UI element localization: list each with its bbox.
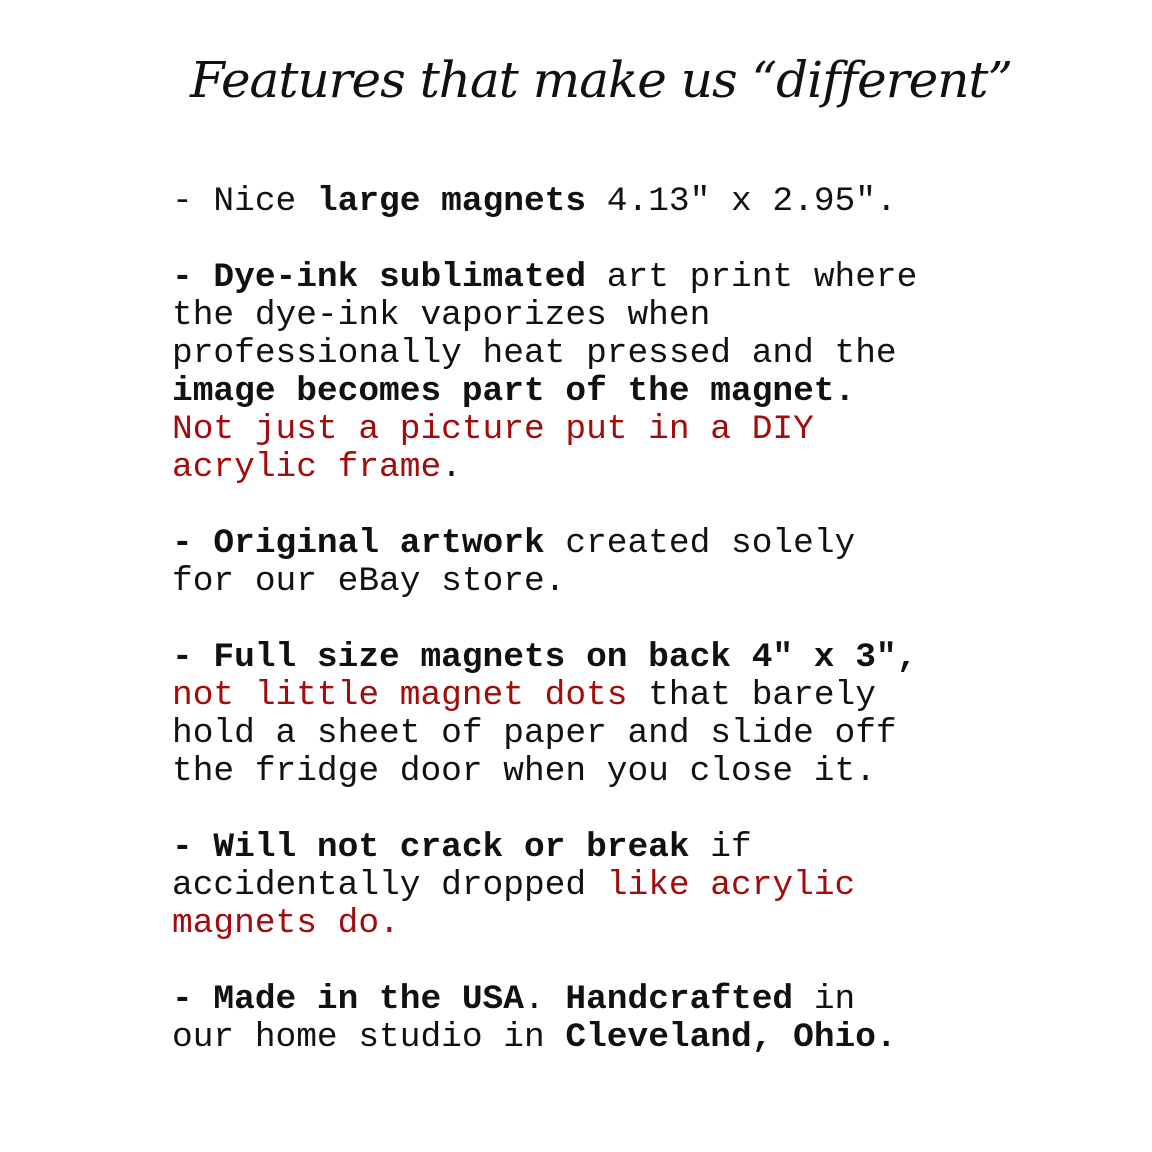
highlight-text: Handcrafted xyxy=(565,980,794,1019)
contrast-text: Not just a picture put in a DIY acrylic frame xyxy=(172,410,814,487)
feature-text: art print where the dye-ink vaporizes when professionally heat pressed and the xyxy=(172,258,918,373)
highlight-text: - Original artwork xyxy=(172,524,545,563)
feature-item-2 xyxy=(172,259,1072,487)
page-title: Features that make us “different” xyxy=(190,51,1013,109)
feature-list xyxy=(172,183,1072,1057)
feature-text: . xyxy=(441,448,462,487)
feature-item-1 xyxy=(172,183,1072,221)
highlight-text: Cleveland, Ohio. xyxy=(565,1018,897,1057)
feature-text: 4.13″ x 2.95″. xyxy=(586,182,897,221)
feature-item-3 xyxy=(172,525,1072,601)
feature-text: that barely hold a sheet of paper and slide off the fridge door when you close it. xyxy=(172,676,897,791)
highlight-text: image becomes part of the magnet. xyxy=(172,372,856,411)
feature-text: in our home studio in xyxy=(172,980,856,1057)
feature-text: - Nice xyxy=(172,182,317,221)
highlight-text: - Made in the USA xyxy=(172,980,524,1019)
feature-item-6 xyxy=(172,981,1072,1057)
contrast-text: not little magnet dots xyxy=(172,676,628,715)
highlight-text: large magnets xyxy=(316,182,587,221)
highlight-text: - Full size magnets on back 4″ x 3″, xyxy=(172,638,918,677)
contrast-text: like acrylic magnets do. xyxy=(172,866,856,943)
highlight-text: - Will not crack or break xyxy=(172,828,690,867)
feature-text: created solely for our eBay store. xyxy=(172,524,856,601)
feature-text: if accidentally dropped xyxy=(172,828,752,905)
highlight-text: - Dye-ink sublimated xyxy=(172,258,587,297)
feature-text: . xyxy=(523,980,566,1019)
feature-item-5 xyxy=(172,829,1072,943)
feature-item-4 xyxy=(172,639,1072,791)
